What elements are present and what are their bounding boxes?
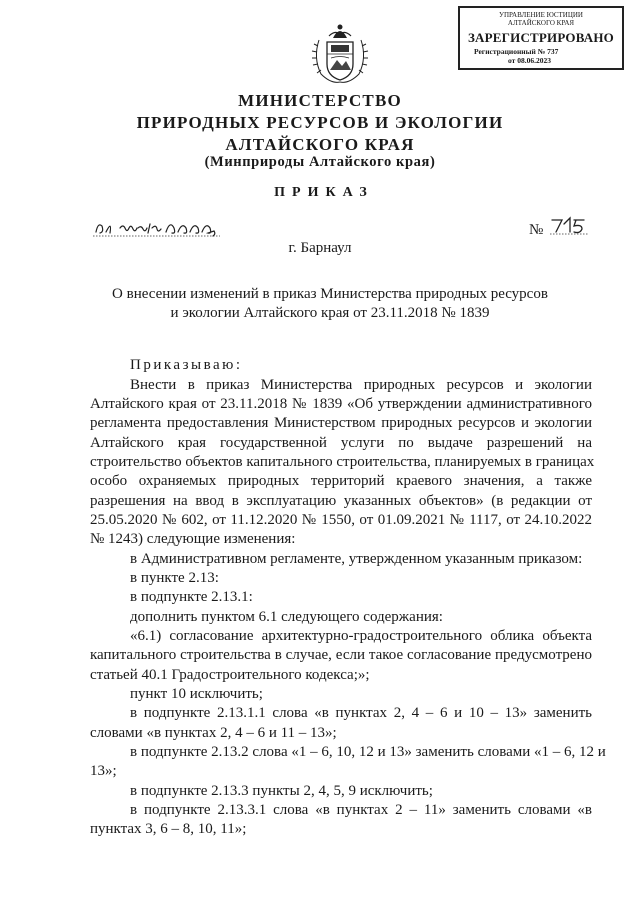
body-line: пунктах 3, 6 – 8, 10, 11»; — [90, 821, 247, 837]
stamp-status: ЗАРЕГИСТРИРОВАНО — [468, 30, 614, 45]
registration-stamp — [458, 6, 624, 70]
body-line: словами «в пунктах 2, 4 – 6 и 11 – 13»; — [90, 725, 337, 741]
body-line: в подпункте 2.13.1.1 слова «в пунктах 2, 4 – 6 и 10 – 13» заменить — [130, 705, 592, 721]
stamp-authority-line1: УПРАВЛЕНИЕ ЮСТИЦИИ — [499, 11, 583, 19]
ministry-title-line2: ПРИРОДНЫХ РЕСУРСОВ И ЭКОЛОГИИ — [136, 113, 504, 132]
ministry-short-name: (Минприроды Алтайского края) — [204, 154, 436, 170]
body-line: в пункте 2.13: — [130, 570, 219, 586]
body-line: разрешения на ввод в эксплуатацию указанных объектов» (в редакции от — [90, 493, 592, 509]
body-line: в подпункте 2.13.1: — [130, 589, 253, 605]
ministry-title-line3: АЛТАЙСКОГО КРАЯ — [225, 135, 415, 154]
body-line: Внести в приказ Министерства природных ресурсов и экологии — [130, 377, 592, 393]
body-line: в подпункте 2.13.2 слова «1 – 6, 10, 12 и 13» заменить словами «1 – 6, 12 и — [130, 744, 606, 760]
body-line: Алтайского края государственной услуги по выдаче разрешений на — [90, 435, 592, 451]
ministry-title-line1: МИНИСТЕРСТВО — [238, 91, 402, 110]
body-line: капитального строительства в случае, если такое согласование предусмотрено — [90, 647, 592, 663]
body-line: пункт 10 исключить; — [130, 686, 263, 702]
body-line: Приказываю: — [130, 357, 243, 373]
order-number-label: № — [529, 222, 544, 238]
body-line: «6.1) согласование архитектурно-градостроительного облика объекта — [130, 628, 592, 644]
body-line: строительство объектов капитального строительства, планируемых в границах — [90, 454, 595, 470]
body-line: в подпункте 2.13.3 пункты 2, 4, 5, 9 исключить; — [130, 783, 433, 799]
body-line: 25.05.2020 № 602, от 11.12.2020 № 1550, от 01.09.2021 № 1117, от 24.10.2022 — [90, 512, 592, 528]
body-line: в Административном регламенте, утвержденном указанным приказом: — [130, 551, 583, 567]
body-line: № 1243) следующие изменения: — [90, 531, 296, 547]
document-subject — [60, 285, 600, 323]
body-line: Алтайского края от 23.11.2018 № 1839 «Об утверждении административного — [90, 396, 592, 412]
stamp-authority-line2: АЛТАЙСКОГО КРАЯ — [507, 19, 575, 27]
coat-of-arms-emblem — [309, 18, 371, 88]
body-line: дополнить пунктом 6.1 следующего содержания: — [130, 609, 443, 625]
body-line: особо охраняемых природных территорий краевого значения, а также — [90, 473, 592, 489]
subject-line1: О внесении изменений в приказ Министерства природных ресурсов — [112, 286, 548, 302]
stamp-registration-number: Регистрационный № 737 — [474, 47, 559, 56]
city-name: г. Барнаул — [288, 240, 352, 256]
subject-line2: и экологии Алтайского края от 23.11.2018 № 1839 — [170, 305, 490, 321]
body-line: регламента предоставления Министерством природных ресурсов и экологии — [90, 415, 592, 431]
body-line: в подпункте 2.13.3.1 слова «в пунктах 2 – 11» заменить словами «в — [130, 802, 592, 818]
body-line: статьей 40.1 Градостроительного кодекса;»; — [90, 667, 370, 683]
stamp-registration-date: от 08.06.2023 — [508, 55, 551, 65]
body-line: 13»; — [90, 763, 117, 779]
handwritten-date — [92, 216, 232, 238]
document-type-heading: ПРИКАЗ — [274, 185, 374, 200]
handwritten-order-number — [548, 212, 590, 238]
